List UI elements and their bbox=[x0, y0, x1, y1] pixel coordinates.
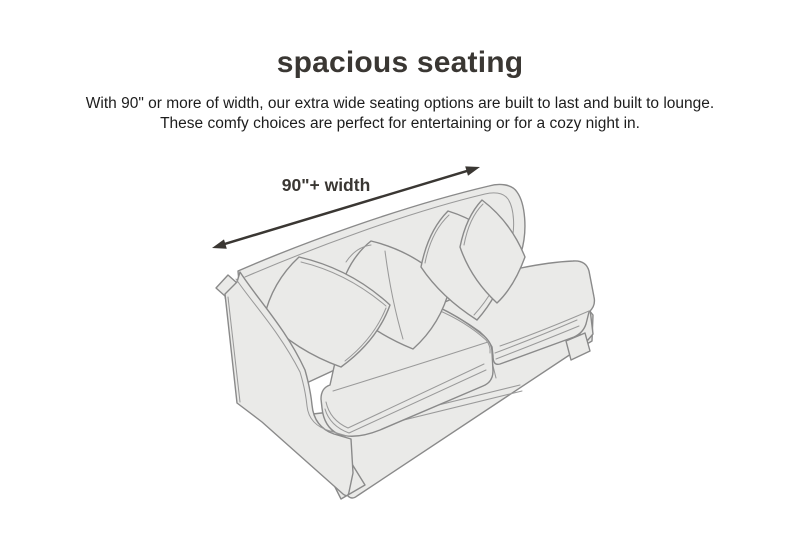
description-line-1: With 90" or more of width, our extra wide seating options are built to last and built to lounge. bbox=[85, 95, 715, 112]
sofa-drawing bbox=[212, 166, 594, 499]
page-description bbox=[40, 94, 760, 133]
dimension-label: 90"+ width bbox=[281, 175, 371, 195]
page-title: spacious seating bbox=[276, 46, 524, 79]
dimension-arrow-head-left bbox=[212, 239, 227, 248]
description-line-2: These comfy choices are perfect for entertaining or for a cozy night in. bbox=[160, 114, 640, 132]
dimension-arrow-head-right bbox=[465, 166, 480, 175]
